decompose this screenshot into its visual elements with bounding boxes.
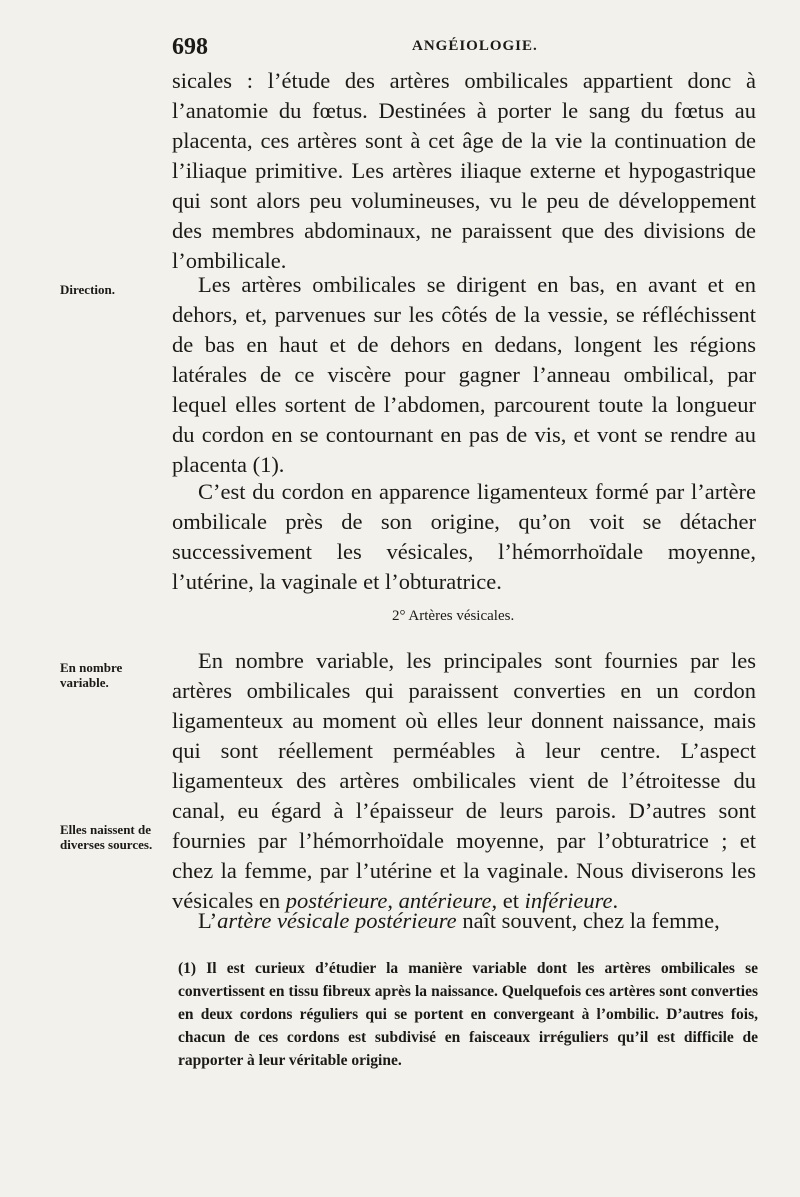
paragraph-body: En nombre variable, les principales sont fournies par les artères ombilicales qui paraissent converties en un cordon ligamenteux au moment où elles leur donnent naissance, mais qui sont réellement perméables à leur centre. L’aspect ligamenteux des artères ombilicales vient de l’étroitesse du canal, eu égard à l’épaisseur de leurs parois. D’autres sont fournies par l’hémorrhoïdale moyenne, par l’obturatrice ; et chez la femme, par l’utérine et la vaginale. Nous diviserons les vésicales en [172,648,756,913]
paragraph-posterieure [172,906,756,936]
paragraph-end: . [612,888,619,913]
term-inferieure: inférieure [524,888,613,913]
paragraph-direction [172,270,756,480]
term-artere-vesicale-posterieure: artère vésicale postérieure [217,908,457,933]
page-header [172,34,752,62]
margin-note-sources: Elles naissent de diverses sources. [60,822,153,852]
margin-note-nombre: En nombre variable. [60,660,123,690]
term-posterieure: postérieure [285,888,388,913]
paragraph-cordon [172,477,756,597]
footnote [178,957,758,1072]
footnote-text: (1) Il est curieux d’étudier la manière variable dont les artères ombilicales se convertissent en tissu fibreux après la naissance. Quelquefois ces artères sont converties en deux cordons réguliers qui se portent en convergeant à l’ombilic. D’autres fois, chacun de ces cordons est subdivisé en faisceaux irréguliers qu’il est difficile de rapporter à leur véritable origine. [178,960,758,1069]
paragraph-text [172,906,756,936]
paragraph-text: sicales : l’étude des artères ombilicales appartient donc à l’anatomie du fœtus. Destinées à porter le sang du fœtus au placenta, ces artères sont à cet âge de la vie la continuation de l’iliaque primitive. Les artères iliaque externe et hypogastrique qui sont alors peu volumineuses, vu le peu de développement des membres abdominaux, ne paraissent que des divisions de l’ombilicale. [172,68,756,273]
margin-note-direction: Direction. [60,282,115,297]
paragraph-text: Les artères ombilicales se dirigent en bas, en avant et en dehors, et, parvenues sur les côtés de la vessie, se réfléchissent de bas en haut et de dehors en dedans, longent les régions latérales de ce viscère pour gagner l’anneau ombilical, par lequel elles sortent de l’abdomen, parcourent toute la longueur du cordon en se contournant en pas de vis, et vont se rendre au placenta (1). [172,272,756,477]
separator: , [387,888,399,913]
paragraph-text: C’est du cordon en apparence ligamenteux formé par l’artère ombilicale près de son origine, qu’on voit se détacher successivement les vésicales, l’hémorrhoïdale moyenne, l’utérine, la vaginale et l’obturatrice. [172,479,756,594]
section-heading: 2° Artères vésicales. [392,608,515,624]
paragraph-text [172,646,756,916]
text-prefix: L’ [198,908,218,933]
text-rest: naît souvent, chez la femme, [456,908,720,933]
separator: , et [491,888,525,913]
paragraph-intro [172,66,756,276]
page-number: 698 [172,34,208,60]
term-anterieure: antérieure [398,888,492,913]
running-head: ANGÉIOLOGIE. [412,38,538,54]
paragraph-vesicales [172,646,756,916]
